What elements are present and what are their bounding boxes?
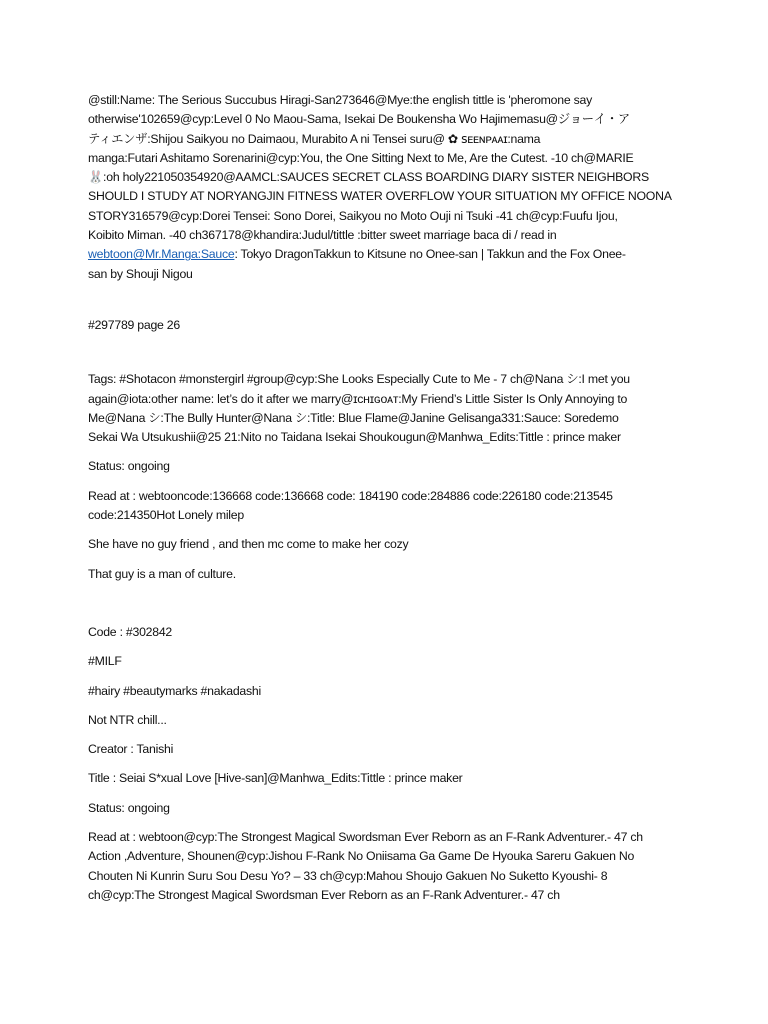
creator-line: Creator : Tanishi bbox=[88, 742, 174, 757]
text-line: SHOULD I STUDY AT NORYANGJIN FITNESS WATER OVERFLOW YOUR SITUATION MY OFFICE NOONA bbox=[88, 189, 672, 204]
status-line: Status: ongoing bbox=[88, 800, 170, 815]
ntr-line: Not NTR chill... bbox=[88, 712, 167, 727]
text-line: Read at : webtooncode:136668 code:136668 code: 184190 code:284886 code:226180 code:213545 bbox=[88, 488, 613, 503]
webtoon-link[interactable]: webtoon@Mr.Manga:Sauce bbox=[88, 247, 235, 262]
read-at-paragraph bbox=[88, 487, 688, 526]
text-line: otherwise'102659@cyp:Level 0 No Maou-Sama, Isekai De Boukensha Wo Hajimemasu@ジョーイ・ア bbox=[88, 112, 630, 127]
status-line: Status: ongoing bbox=[88, 459, 170, 474]
text-line: STORY316579@cyp:Dorei Tensei: Sono Dorei, Saikyou no Moto Ouji ni Tsuki -41 ch@cyp:Fuufu Ijou, bbox=[88, 208, 618, 223]
text-line bbox=[88, 245, 688, 264]
code-line: Code : #302842 bbox=[88, 624, 173, 639]
text-line: again@iota:other name: let’s do it after we marry@ɪᴄʜɪɢᴏᴀᴛ:My Friend’s Little Sister Is Only Annoying to bbox=[88, 391, 628, 406]
text-line: Chouten Ni Kunrin Suru Sou Desu Yo? – 33 ch@cyp:Mahou Shoujo Gakuen No Suketto Kyoushi- 8 bbox=[88, 868, 608, 883]
document-page bbox=[88, 91, 688, 915]
text-line: manga:Futari Ashitamo Sorenarini@cyp:You, the One Sitting Next to Me, Are the Cutest. -10 ch@MARIE bbox=[88, 150, 634, 165]
text-line: ch@cyp:The Strongest Magical Swordsman Ever Reborn as an F-Rank Adventurer.- 47 ch bbox=[88, 887, 560, 902]
tags-paragraph bbox=[88, 370, 688, 447]
title-line: Title : Seiai S*xual Love [Hive-san]@Manhwa_Edits:Tittle : prince maker bbox=[88, 771, 463, 786]
page-reference: #297789 page 26 bbox=[88, 317, 180, 332]
read-at-paragraph bbox=[88, 828, 688, 905]
text-line: 🐰:oh holy221050354920@AAMCL:SAUCES SECRET CLASS BOARDING DIARY SISTER NEIGHBORS bbox=[88, 170, 649, 185]
text-line: @still:Name: The Serious Succubus Hiragi-San273646@Mye:the english tittle is 'pheromone say bbox=[88, 93, 592, 107]
text-line: Tags: #Shotacon #monstergirl #group@cyp:She Looks Especially Cute to Me - 7 ch@Nana シ:I met you bbox=[88, 372, 630, 387]
text-line: code:214350Hot Lonely milep bbox=[88, 508, 244, 523]
text-line: Action ,Adventure, Shounen@cyp:Jishou F-Rank No Oniisama Ga Game De Hyouka Sareru Gakuen No bbox=[88, 849, 635, 864]
text-line: Me@Nana シ:The Bully Hunter@Nana シ:Title: Blue Flame@Janine Gelisanga331:Sauce: Soredemo bbox=[88, 410, 619, 425]
text-line: ティエンザ:Shijou Saikyou no Daimaou, Murabito A ni Tensei suru@ ✿ ꜱᴇᴇɴᴘᴀᴀɪ:nama bbox=[88, 131, 541, 146]
milf-tag: #MILF bbox=[88, 654, 122, 669]
text-line: san by Shouji Nigou bbox=[88, 266, 193, 281]
text-line: Koibito Miman. -40 ch367178@khandira:Judul/tittle :bitter sweet marriage baca di / read in bbox=[88, 228, 557, 243]
comment-line: That guy is a man of culture. bbox=[88, 566, 236, 581]
text-line: Read at : webtoon@cyp:The Strongest Magical Swordsman Ever Reborn as an F-Rank Adventurer.- 47 ch bbox=[88, 830, 643, 845]
comment-line: She have no guy friend , and then mc come to make her cozy bbox=[88, 537, 409, 552]
hashtags-line: #hairy #beautymarks #nakadashi bbox=[88, 683, 261, 698]
text-after-link: : Tokyo DragonTakkun to Kitsune no Onee-san | Takkun and the Fox Onee- bbox=[234, 247, 626, 262]
text-line: Sekai Wa Utsukushii@25 21:Nito no Taidana Isekai Shoukougun@Manhwa_Edits:Tittle : prince maker bbox=[88, 430, 621, 445]
intro-paragraph bbox=[88, 91, 688, 284]
